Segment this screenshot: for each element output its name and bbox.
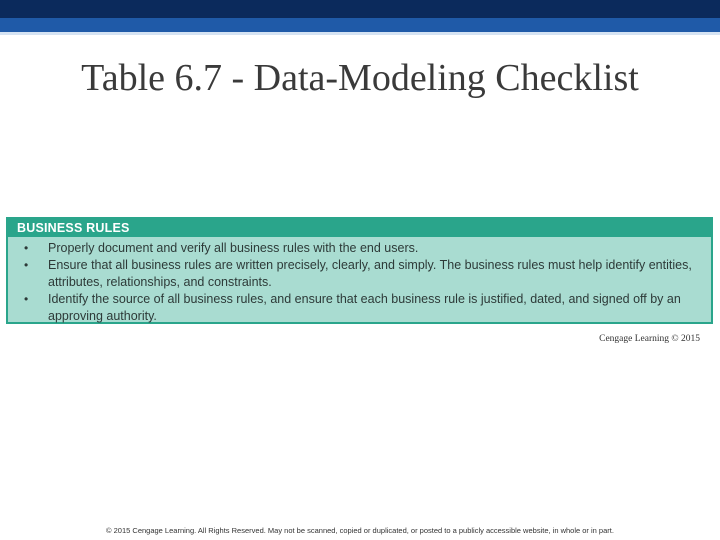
top-banner-highlight bbox=[0, 32, 720, 35]
rule-list bbox=[18, 240, 703, 325]
list-item bbox=[18, 291, 703, 325]
rule-text: Ensure that all business rules are written precisely, clearly, and simply. The business rules must help identify entities, attributes, relationships, and constraints. bbox=[48, 258, 692, 289]
list-item bbox=[18, 240, 703, 257]
slide-title: Table 6.7 - Data-Modeling Checklist bbox=[81, 57, 639, 99]
table-header: BUSINESS RULES bbox=[8, 219, 711, 237]
copyright-footer: © 2015 Cengage Learning. All Rights Reserved. May not be scanned, copied or duplicated, or posted to a publicly accessible website, in whole or in part. bbox=[106, 526, 614, 535]
list-item bbox=[18, 257, 703, 291]
rule-text: Identify the source of all business rules, and ensure that each business rule is justified, dated, and signed off by an approving authority. bbox=[48, 292, 681, 323]
top-banner-dark bbox=[0, 0, 720, 18]
rule-text: Properly document and verify all business rules with the end users. bbox=[48, 241, 419, 255]
bullet-icon: • bbox=[24, 258, 29, 272]
bullet-icon: • bbox=[24, 292, 29, 306]
table-body bbox=[8, 237, 711, 325]
top-banner-stripe bbox=[0, 18, 720, 32]
bullet-icon: • bbox=[24, 241, 29, 255]
image-credit: Cengage Learning © 2015 bbox=[599, 334, 700, 344]
checklist-table bbox=[6, 217, 713, 324]
